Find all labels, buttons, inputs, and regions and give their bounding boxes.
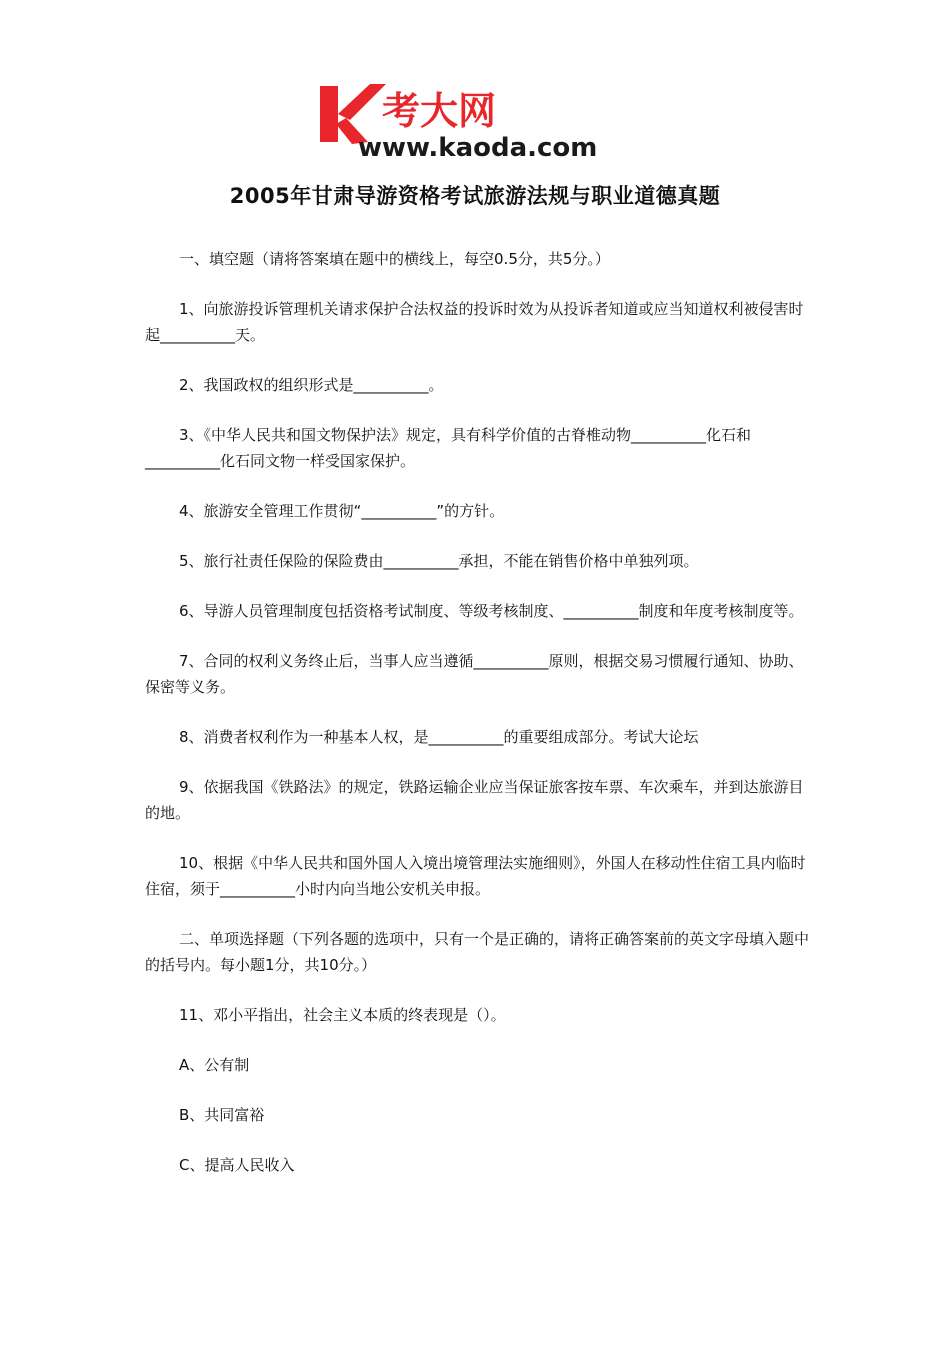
question-7: 7、合同的权利义务终止后，当事人应当遵循__________原则，根据交易习惯履行通知、协助、保密等义务。	[145, 652, 804, 696]
question-6: 6、导游人员管理制度包括资格考试制度、等级考核制度、__________制度和年度考核制度等。	[179, 602, 804, 620]
question-10: 10、根据《中华人民共和国外国人入境出境管理法实施细则》，外国人在移动性住宿工具内临时住宿，须于__________小时内向当地公安机关申报。	[145, 854, 806, 898]
kaoda-logo	[316, 80, 638, 162]
question-5: 5、旅行社责任保险的保险费由__________承担，不能在销售价格中单独列项。	[179, 552, 699, 570]
question-1: 1、向旅游投诉管理机关请求保护合法权益的投诉时效为从投诉者知道或应当知道权利被侵害时起__________天。	[145, 300, 804, 344]
logo-k-stroke-vertical	[320, 86, 338, 142]
page-title: 2005年甘肃导游资格考试旅游法规与职业道德真题	[229, 184, 721, 208]
section-heading-single-choice: 二、单项选择题（下列各题的选项中，只有一个是正确的，请将正确答案前的英文字母填入题中的括号内。每小题1分，共10分。）	[145, 930, 810, 974]
question-8: 8、消费者权利作为一种基本人权，是__________的重要组成部分。考试大论坛	[179, 728, 699, 746]
option-c: C、提高人民收入	[179, 1156, 295, 1174]
question-11: 11、邓小平指出，社会主义本质的终表现是（）。	[179, 1006, 506, 1024]
question-3: 3、《中华人民共和国文物保护法》规定，具有科学价值的古脊椎动物__________化石和__________化石同文物一样受国家保护。	[145, 426, 752, 470]
question-2: 2、我国政权的组织形式是__________。	[179, 376, 444, 394]
option-b: B、共同富裕	[179, 1106, 265, 1124]
section-heading-fill-blank: 一、填空题（请将答案填在题中的横线上，每空0.5分，共5分。）	[179, 250, 610, 268]
question-4: 4、旅游安全管理工作贯彻“__________”的方针。	[179, 502, 505, 520]
logo-cn-text: 考大网	[382, 89, 497, 133]
logo-k-stroke-diagonal	[338, 84, 386, 120]
logo-url-text: www.kaoda.com	[358, 133, 598, 162]
document-body	[145, 246, 810, 1202]
option-a: A、公有制	[179, 1056, 250, 1074]
question-9: 9、依据我国《铁路法》的规定，铁路运输企业应当保证旅客按车票、车次乘车，并到达旅游目的地。	[145, 778, 804, 822]
